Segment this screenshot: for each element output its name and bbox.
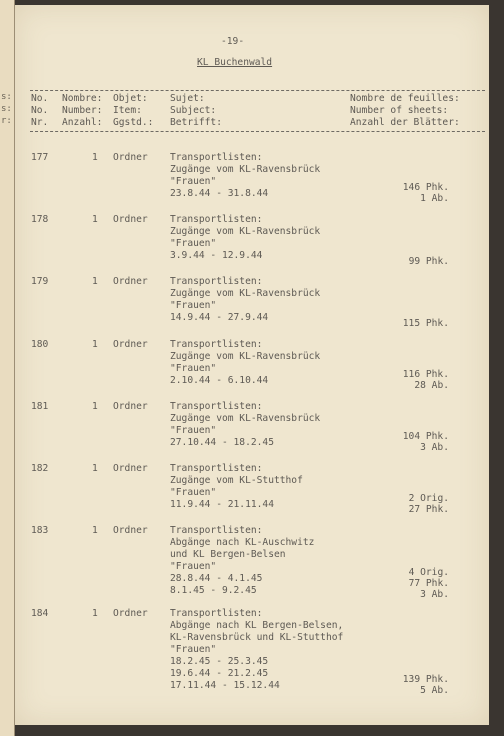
entry-subject-line: 2.10.44 - 6.10.44 bbox=[170, 375, 269, 386]
header-object-en: Item: bbox=[113, 105, 142, 116]
entry-object: Ordner bbox=[113, 214, 148, 225]
fragment-text: r: bbox=[1, 116, 12, 126]
header-rule-top bbox=[30, 90, 485, 91]
entry-sheet-count: 3 Ab. bbox=[420, 442, 449, 453]
entry-number: 180 bbox=[31, 339, 49, 350]
entry-count: 1 bbox=[92, 401, 98, 412]
entry-number: 178 bbox=[31, 214, 49, 225]
header-count-en: Number: bbox=[62, 105, 103, 116]
entry-subject-line: Zugänge vom KL-Ravensbrück bbox=[170, 226, 321, 237]
header-count-de: Anzahl: bbox=[62, 117, 103, 128]
fragment-text: s: bbox=[1, 92, 12, 102]
entry-subject-line: 23.8.44 - 31.8.44 bbox=[170, 188, 269, 199]
entry-subject-line: 18.2.45 - 25.3.45 bbox=[170, 656, 269, 667]
header-subject-fr: Sujet: bbox=[170, 93, 205, 104]
entry-number: 184 bbox=[31, 608, 49, 619]
header-sheets-en: Number of sheets: bbox=[350, 105, 449, 116]
entry-sheet-count: 115 Phk. bbox=[402, 318, 449, 329]
entry-sheet-count: 28 Ab. bbox=[414, 380, 449, 391]
entry-subject-line: 11.9.44 - 21.11.44 bbox=[170, 499, 274, 510]
header-no-en: No. bbox=[31, 105, 49, 116]
entry-subject-line: "Frauen" bbox=[170, 176, 217, 187]
entry-subject-line: "Frauen" bbox=[170, 238, 217, 249]
header-rule-bottom bbox=[30, 131, 485, 132]
entry-sheet-count: 104 Phk. bbox=[402, 431, 449, 442]
entry-subject-line: "Frauen" bbox=[170, 363, 217, 374]
entry-subject-line: Abgänge nach KL-Auschwitz bbox=[170, 537, 315, 548]
entry-subject-line: Zugänge vom KL-Ravensbrück bbox=[170, 164, 321, 175]
entry-sheet-count: 27 Phk. bbox=[408, 504, 449, 515]
entry-count: 1 bbox=[92, 214, 98, 225]
entry-subject-line: "Frauen" bbox=[170, 487, 217, 498]
entry-count: 1 bbox=[92, 276, 98, 287]
entry-sheet-count: 3 Ab. bbox=[420, 589, 449, 600]
entry-sheet-count: 77 Phk. bbox=[408, 578, 449, 589]
header-sheets-de: Anzahl der Blätter: bbox=[350, 117, 460, 128]
entry-subject-line: Abgänge nach KL Bergen-Belsen, bbox=[170, 620, 344, 631]
entry-number: 177 bbox=[31, 152, 49, 163]
entry-object: Ordner bbox=[113, 525, 148, 536]
entry-subject-line: Transportlisten: bbox=[170, 608, 263, 619]
entry-subject-line: 17.11.44 - 15.12.44 bbox=[170, 680, 280, 691]
entry-count: 1 bbox=[92, 152, 98, 163]
entry-count: 1 bbox=[92, 525, 98, 536]
entry-number: 181 bbox=[31, 401, 49, 412]
entry-subject-line: "Frauen" bbox=[170, 561, 217, 572]
entry-sheet-count: 5 Ab. bbox=[420, 685, 449, 696]
entry-subject-line: Transportlisten: bbox=[170, 339, 263, 350]
entry-subject-line: 28.8.44 - 4.1.45 bbox=[170, 573, 263, 584]
entry-subject-line: "Frauen" bbox=[170, 300, 217, 311]
header-count-fr: Nombre: bbox=[62, 93, 103, 104]
entry-subject-line: und KL Bergen-Belsen bbox=[170, 549, 286, 560]
page-number: -19- bbox=[221, 36, 245, 47]
previous-page-edge bbox=[0, 0, 15, 736]
entry-subject-line: Transportlisten: bbox=[170, 401, 263, 412]
fragment-text: s: bbox=[1, 104, 12, 114]
header-subject-en: Subject: bbox=[170, 105, 217, 116]
entry-subject-line: Transportlisten: bbox=[170, 525, 263, 536]
entry-subject-line: Transportlisten: bbox=[170, 276, 263, 287]
entry-subject-line: Transportlisten: bbox=[170, 214, 263, 225]
entry-sheet-count: 2 Orig. bbox=[408, 493, 449, 504]
entry-subject-line: Transportlisten: bbox=[170, 152, 263, 163]
header-object-de: Ggstd.: bbox=[113, 117, 154, 128]
entry-sheet-count: 116 Phk. bbox=[402, 369, 449, 380]
entry-sheet-count: 99 Phk. bbox=[408, 256, 449, 267]
entry-count: 1 bbox=[92, 463, 98, 474]
entry-subject-line: 27.10.44 - 18.2.45 bbox=[170, 437, 274, 448]
entry-sheet-count: 1 Ab. bbox=[420, 193, 449, 204]
entry-object: Ordner bbox=[113, 152, 148, 163]
camp-title: KL Buchenwald bbox=[197, 57, 273, 68]
entry-subject-line: 14.9.44 - 27.9.44 bbox=[170, 312, 269, 323]
entry-number: 179 bbox=[31, 276, 49, 287]
header-sheets-fr: Nombre de feuilles: bbox=[350, 93, 460, 104]
entry-subject-line: KL-Ravensbrück und KL-Stutthof bbox=[170, 632, 344, 643]
entry-number: 183 bbox=[31, 525, 49, 536]
entry-count: 1 bbox=[92, 608, 98, 619]
header-no-de: Nr. bbox=[31, 117, 49, 128]
entry-number: 182 bbox=[31, 463, 49, 474]
entry-object: Ordner bbox=[113, 608, 148, 619]
entry-subject-line: "Frauen" bbox=[170, 425, 217, 436]
entry-object: Ordner bbox=[113, 401, 148, 412]
entry-subject-line: "Frauen" bbox=[170, 644, 217, 655]
entry-subject-line: Transportlisten: bbox=[170, 463, 263, 474]
entry-subject-line: 8.1.45 - 9.2.45 bbox=[170, 585, 257, 596]
entry-subject-line: Zugänge vom KL-Ravensbrück bbox=[170, 413, 321, 424]
entry-object: Ordner bbox=[113, 276, 148, 287]
entry-subject-line: 19.6.44 - 21.2.45 bbox=[170, 668, 269, 679]
entry-sheet-count: 146 Phk. bbox=[402, 182, 449, 193]
entry-subject-line: Zugänge vom KL-Stutthof bbox=[170, 475, 303, 486]
header-object-fr: Objet: bbox=[113, 93, 148, 104]
entry-object: Ordner bbox=[113, 463, 148, 474]
entry-object: Ordner bbox=[113, 339, 148, 350]
header-no-fr: No. bbox=[31, 93, 49, 104]
header-subject-de: Betrifft: bbox=[170, 117, 222, 128]
entry-subject-line: Zugänge vom KL-Ravensbrück bbox=[170, 351, 321, 362]
entry-subject-line: Zugänge vom KL-Ravensbrück bbox=[170, 288, 321, 299]
entry-sheet-count: 4 Orig. bbox=[408, 567, 449, 578]
entry-count: 1 bbox=[92, 339, 98, 350]
entry-subject-line: 3.9.44 - 12.9.44 bbox=[170, 250, 263, 261]
document-page bbox=[15, 5, 489, 725]
entry-sheet-count: 139 Phk. bbox=[402, 674, 449, 685]
